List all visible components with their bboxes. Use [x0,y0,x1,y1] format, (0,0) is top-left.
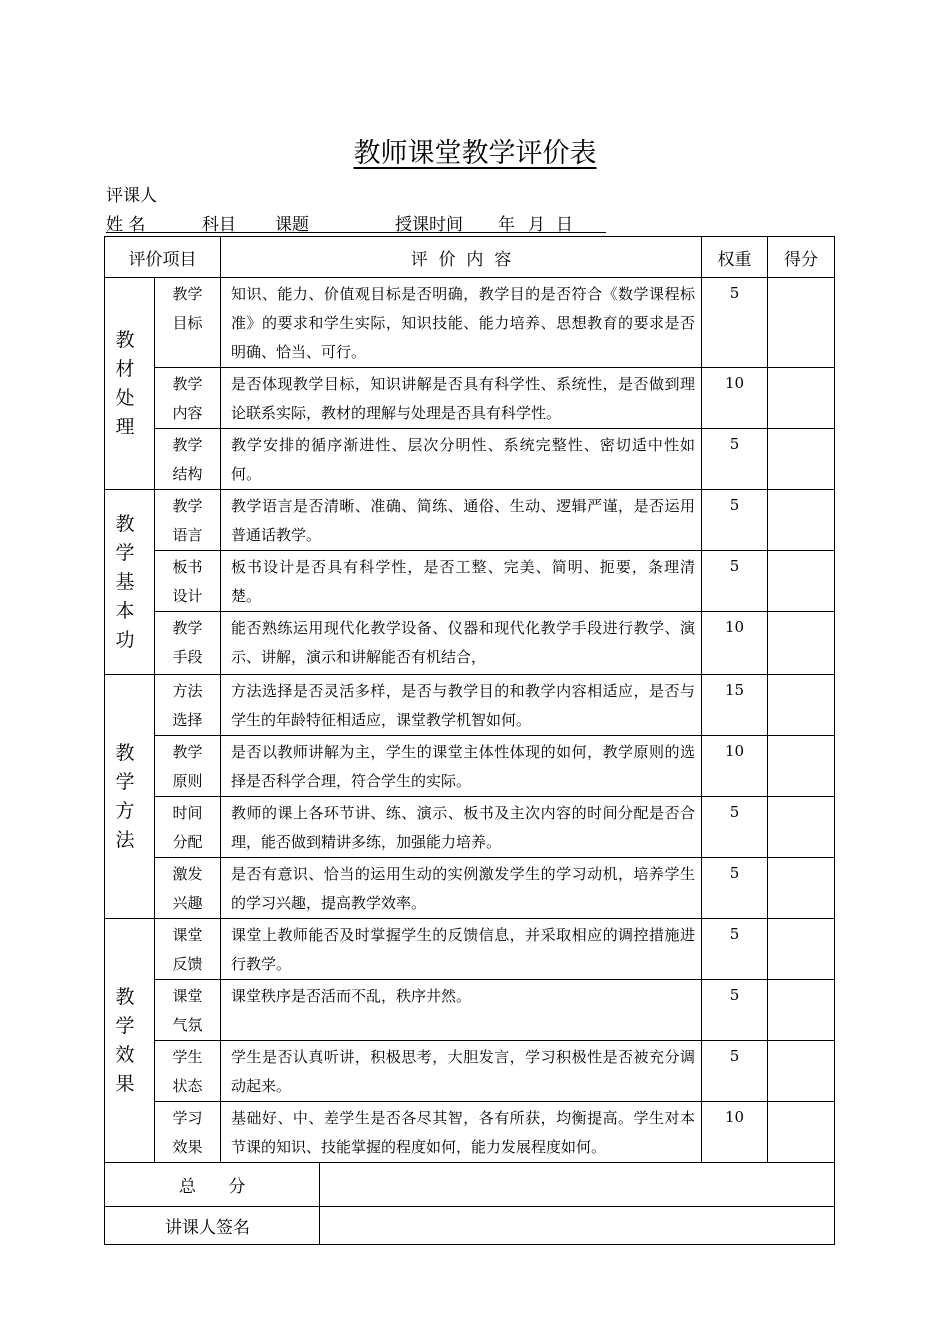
score-cell[interactable] [768,980,835,1041]
subitem-label: 学生状态 [172,1048,203,1095]
weight-value: 15 [702,675,768,736]
criteria-text: 基础好、中、差学生是否各尽其智，各有所获，均衡提高。学生对本节课的知识、技能掌握的程度如何，能力发展程度如何。 [221,1102,702,1163]
page-title: 教师课堂教学评价表 [353,138,597,169]
criteria-text: 能否熟练运用现代化教学设备、仪器和现代化教学手段进行教学、演示、讲解，演示和讲解能否有机结合， [221,612,702,675]
subitem-cell [155,736,221,797]
score-cell[interactable] [768,736,835,797]
header-item: 评价项目 [105,237,221,278]
reviewer-label: 评课人 [106,186,157,206]
score-cell[interactable] [768,612,835,675]
subitem-label: 教学结构 [172,436,203,483]
table-row [105,368,835,429]
score-cell[interactable] [768,1102,835,1163]
score-cell[interactable] [768,919,835,980]
category-label: 教学基本功 [115,512,135,651]
category-cell [105,278,155,490]
month-label: 月 [528,215,545,235]
topic-label: 课题 [275,215,309,235]
score-cell[interactable] [768,797,835,858]
subitem-cell [155,612,221,675]
weight-value: 10 [702,368,768,429]
evaluation-table [104,236,835,1245]
table-row [105,429,835,490]
score-cell[interactable] [768,1041,835,1102]
table-row [105,675,835,736]
header-score: 得分 [768,237,835,278]
table-row [105,1041,835,1102]
table-row [105,980,835,1041]
weight-value: 5 [702,797,768,858]
signature-value-cell[interactable] [320,1207,834,1244]
subitem-label: 教学内容 [172,375,203,422]
total-row [105,1163,835,1207]
table-row [105,1102,835,1163]
total-label: 总 分 [105,1163,320,1206]
subitem-cell [155,1041,221,1102]
subitem-cell [155,675,221,736]
weight-value: 5 [702,278,768,368]
subitem-label: 教学原则 [172,743,203,790]
criteria-text: 教学安排的循序渐进性、层次分明性、系统完整性、密切适中性如何。 [221,429,702,490]
total-cell [105,1163,835,1207]
day-label: 日 [556,215,573,235]
signature-row [105,1207,835,1245]
criteria-text: 方法选择是否灵活多样，是否与教学目的和教学内容相适应，是否与学生的年龄特征相适应，课堂教学机智如何。 [221,675,702,736]
subitem-cell [155,797,221,858]
category-cell [105,675,155,919]
weight-value: 5 [702,980,768,1041]
score-cell[interactable] [768,368,835,429]
criteria-text: 是否体现教学目标，知识讲解是否具有科学性、系统性，是否做到理论联系实际，教材的理解与处理是否具有科学性。 [221,368,702,429]
criteria-text: 教师的课上各环节讲、练、演示、板书及主次内容的时间分配是否合理，能否做到精讲多练，加强能力培养。 [221,797,702,858]
table-row [105,797,835,858]
criteria-text: 课堂上教师能否及时掌握学生的反馈信息，并采取相应的调控措施进行教学。 [221,919,702,980]
name-label: 姓 名 [106,215,146,235]
total-value-cell[interactable] [320,1163,834,1206]
criteria-text: 学生是否认真听讲，积极思考，大胆发言，学习积极性是否被充分调动起来。 [221,1041,702,1102]
score-cell[interactable] [768,551,835,612]
table-header-row [105,237,835,278]
score-cell[interactable] [768,858,835,919]
table-row [105,858,835,919]
weight-value: 5 [702,490,768,551]
table-row [105,736,835,797]
info-line [106,210,606,233]
category-label: 教材处理 [115,328,135,438]
criteria-text: 板书设计是否具有科学性，是否工整、完美、简明、扼要，条理清楚。 [221,551,702,612]
weight-value: 10 [702,1102,768,1163]
table-row [105,551,835,612]
criteria-text: 课堂秩序是否活而不乱，秩序井然。 [221,980,702,1041]
table-row [105,612,835,675]
subitem-cell [155,490,221,551]
weight-value: 10 [702,612,768,675]
category-label: 教学效果 [115,985,135,1095]
subitem-cell [155,980,221,1041]
criteria-text: 是否以教师讲解为主，学生的课堂主体性体现的如何，教学原则的选择是否科学合理，符合学生的实际。 [221,736,702,797]
subitem-label: 方法选择 [172,682,203,729]
subitem-label: 教学语言 [172,497,203,544]
criteria-text: 知识、能力、价值观目标是否明确，教学目的是否符合《数学课程标准》的要求和学生实际，知识技能、能力培养、思想教育的要求是否明确、恰当、可行。 [221,278,702,368]
subitem-cell [155,1102,221,1163]
time-label: 授课时间 [395,215,463,235]
subitem-label: 教学目标 [172,285,203,332]
subitem-label: 课堂气氛 [172,987,203,1034]
subitem-cell [155,368,221,429]
weight-value: 5 [702,858,768,919]
subitem-cell [155,919,221,980]
signature-label: 讲课人签名 [105,1207,320,1244]
weight-value: 5 [702,429,768,490]
category-label: 教学方法 [115,741,135,851]
subitem-cell [155,429,221,490]
category-cell [105,919,155,1163]
table-row [105,278,835,368]
subitem-cell [155,858,221,919]
table-row [105,490,835,551]
subitem-label: 教学手段 [172,619,203,666]
header-content: 评 价 内 容 [221,237,702,278]
weight-value: 10 [702,736,768,797]
subitem-cell [155,551,221,612]
subject-label: 科目 [202,215,236,235]
subitem-label: 课堂反馈 [172,926,203,973]
criteria-text: 教学语言是否清晰、准确、简练、通俗、生动、逻辑严谨，是否运用普通话教学。 [221,490,702,551]
subitem-label: 板书设计 [172,558,203,605]
header-weight: 权重 [702,237,768,278]
year-label: 年 [498,215,515,235]
table-row [105,919,835,980]
weight-value: 5 [702,919,768,980]
signature-cell [105,1207,835,1245]
score-cell[interactable] [768,278,835,368]
subitem-cell [155,278,221,368]
subitem-label: 学习效果 [172,1109,203,1156]
subitem-label: 时间分配 [172,804,203,851]
weight-value: 5 [702,1041,768,1102]
category-cell [105,490,155,675]
subitem-label: 激发兴趣 [172,865,203,912]
weight-value: 5 [702,551,768,612]
score-cell[interactable] [768,429,835,490]
criteria-text: 是否有意识、恰当的运用生动的实例激发学生的学习动机，培养学生的学习兴趣，提高教学效率。 [221,858,702,919]
score-cell[interactable] [768,675,835,736]
score-cell[interactable] [768,490,835,551]
